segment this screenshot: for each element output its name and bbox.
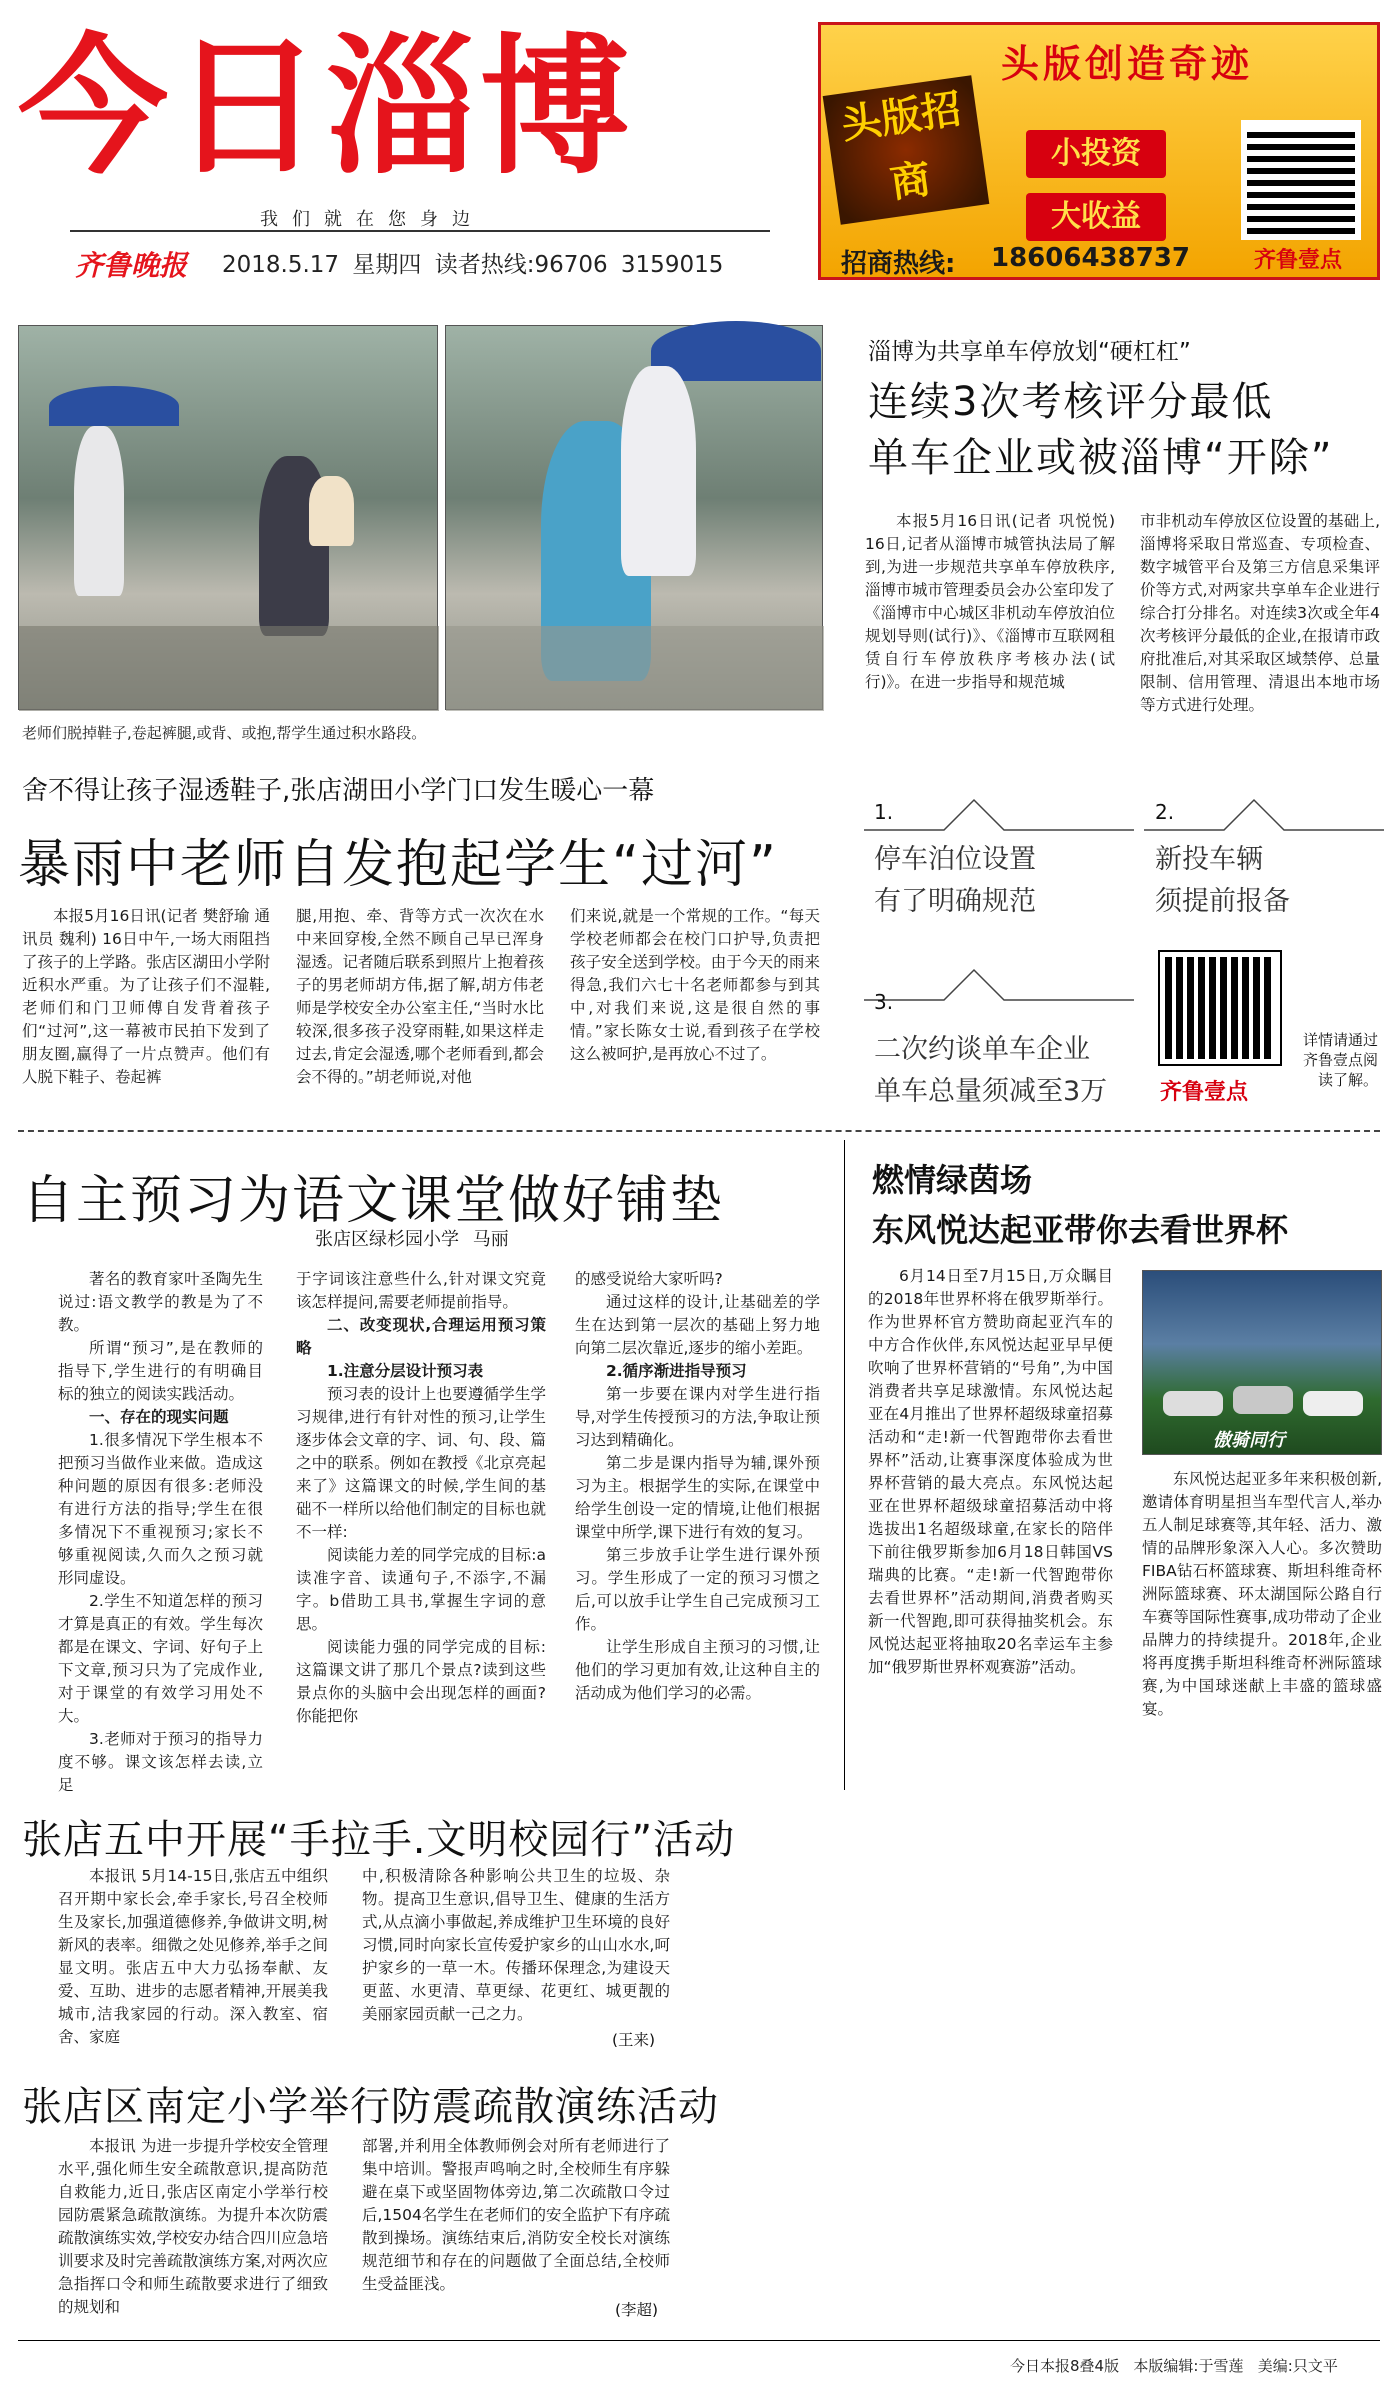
- story1-column-2: [296, 905, 544, 1113]
- story3-column-1: [58, 1268, 263, 1794]
- story3-paragraph: 的感受说给大家听吗?: [575, 1270, 723, 1288]
- story3-paragraph: 第一步要在课内对学生进行指导,对学生传授预习的方法,争取让预习达到精确化。: [575, 1385, 820, 1449]
- story3-paragraph: 预习表的设计上也要遵循学生学习规律,进行有针对性的预习,让学生逐步体会文章的字、词、句、段、篇之中的联系。例如在教授《北京亮起来了》这篇课文的时候,学生间的基础不一样所以给他们制定的目标也就不一样:: [296, 1385, 546, 1541]
- footer-designer: 美编:只文平: [1257, 2357, 1338, 2375]
- point-2-number: 2.: [1155, 800, 1175, 824]
- story5-paragraph: 本报讯 5月14-15日,张店五中组织召开期中家长会,牵手家长,号召全校师生及家长,加强道德修养,争做讲文明,树新风的表率。细微之处见修养,举手之间显文明。张店五中大力弘扬奉献、友爱、互助、进步的志愿者精神,开展美我城市,洁我家园的行动。深入教室、宿舍、家庭: [58, 1867, 328, 2046]
- story3-paragraph: 3.老师对于预习的指导力度不够。课文该怎样去读,立足: [58, 1730, 263, 1794]
- story4-column-2: [1142, 1468, 1382, 1800]
- story6-paragraph: 部署,并利用全体教师例会对所有老师进行了集中培训。警报声鸣响之时,全校师生有序躲避在桌下或坚固物体旁边,第二次疏散口令过后,1504名学生在老师们的安全监护下有序疏散到操场。演练结束后,消防安全校长对演练规范细节和存在的问题做了全面总结,全校师生受益匪浅。: [362, 2137, 670, 2293]
- footer-rule: [18, 2340, 1380, 2341]
- ad-logo: 头版招商: [823, 75, 990, 225]
- story4-paragraph: 东风悦达起亚多年来积极创新,邀请体育明星担当车型代言人,举办五人制足球赛等,其年轻、活力、激情的品牌形象深入人心。多次赞助FIBA钻石杯篮球赛、斯坦科维奇杯洲际篮球赛、环太湖国际公路自行车赛等国际性赛事,成功带动了企业品牌力的持续提升。2018年,企业将再度携手斯坦科维奇杯洲际篮球赛,为中国球迷献上丰盛的篮球盛宴。: [1142, 1470, 1382, 1718]
- story3-paragraph: 阅读能力差的同学完成的目标:a读准字音、读通句子,不添字,不漏字。b借助工具书,掌握生字词的意思。: [296, 1546, 546, 1633]
- section-divider: [18, 1130, 1380, 1132]
- point-3-number: 3.: [874, 990, 894, 1014]
- ad-brand: 齐鲁壹点: [1254, 248, 1343, 273]
- masthead-dateline: [222, 246, 723, 279]
- flooded-road: [446, 626, 824, 711]
- story1-headline: 暴雨中老师自发抱起学生“过河”: [18, 835, 778, 895]
- story5-column-2: [362, 1865, 670, 2050]
- footer-pages: 今日本报8叠4版: [1010, 2357, 1120, 2375]
- story2-headline-line1: 连续3次考核评分最低: [868, 379, 1274, 425]
- footer-editor: 本版编辑:于雪莲: [1133, 2357, 1244, 2375]
- point-2-line-1: 新投车辆: [1155, 844, 1263, 875]
- story4-headline: 东风悦达起亚带你去看世界杯: [872, 1211, 1289, 1249]
- ad-phone-label: 招商热线:: [841, 249, 956, 279]
- divider-line: [1144, 800, 1384, 830]
- point-1-line-2: 有了明确规范: [874, 886, 1036, 917]
- story3-subheading: 二、改变现状,合理运用预习策略: [296, 1316, 546, 1357]
- story1-paragraph: 腿,用抱、牵、背等方式一次次在水中来回穿梭,全然不顾自己早已浑身湿透。记者随后联系到照片上抱着孩子的男老师胡方伟,据了解,胡方伟老师是学校安全办公室主任,“当时水比较深,很多孩子没穿雨鞋,如果这样走过去,肯定会湿透,哪个老师看到,都会会不得的。”胡老师说,对他: [296, 907, 545, 1086]
- masthead-divider: [70, 230, 770, 232]
- photo-cars-on-pitch: [1142, 1270, 1382, 1455]
- story1-column-1: [22, 905, 270, 1113]
- point-2-line-2: 须提前报备: [1155, 886, 1290, 917]
- story3-headline: 自主预习为语文课堂做好铺垫: [22, 1171, 725, 1231]
- story2-headline-line2: 单车企业或被淄博“开除”: [868, 435, 1334, 481]
- story2-kicker: 淄博为共享单车停放划“硬杠杠”: [868, 339, 1191, 365]
- story2-column-2: [1140, 510, 1380, 760]
- story3-paragraph: 2.学生不知道怎样的预习才算是真正的有效。学生每次都是在课文、字词、好句子上下文章,预习只为了完成作业,对于课堂的有效学习用处不大。: [58, 1592, 263, 1725]
- ad-line-2: 大收益: [1026, 193, 1166, 241]
- story4-column-1: [868, 1265, 1113, 1800]
- masthead-slogan: 我们就在您身边: [260, 209, 484, 230]
- car-shape: [1233, 1386, 1293, 1414]
- story2-qr-note: 详情请通过齐鲁壹点阅读了解。: [1302, 1031, 1378, 1089]
- story6-column-2: [362, 2135, 670, 2320]
- story3-paragraph: 通过这样的设计,让基础差的学生在达到第一层次的基础上努力地向第二层次靠近,逐步的缩小差距。: [575, 1293, 820, 1357]
- masthead-title: 今日淄博: [18, 21, 635, 195]
- advertisement-banner[interactable]: [818, 22, 1380, 280]
- point-1-number: 1.: [874, 800, 894, 824]
- story3-paragraph: 1.很多情况下学生根本不把预习当做作业来做。造成这种问题的原因有很多:老师没有进行方法的指导;学生在很多情况下不重视预习;家长不够重视阅读,久而久之预习就形同虚设。: [58, 1431, 263, 1587]
- car-shape: [1303, 1391, 1363, 1416]
- hotline-number: 96706 3159015: [534, 252, 724, 278]
- point-1-line-1: 停车泊位设置: [874, 844, 1036, 875]
- photo-teacher-holding-girl: [445, 325, 823, 710]
- story1-column-3: [570, 905, 820, 1113]
- person-figure: [309, 476, 354, 546]
- story3-paragraph: 著名的教育家叶圣陶先生说过:语文教学的教是为了不教。: [58, 1270, 263, 1334]
- photo-slogan: 傲骑同行: [1213, 1430, 1285, 1451]
- page-footer: [1010, 2355, 1338, 2376]
- ad-phone: 18606438737: [991, 243, 1190, 273]
- point-3-line-2: 单车总量须减至3万: [874, 1076, 1108, 1107]
- story1-paragraph: 们来说,就是一个常规的工作。“每天学校老师都会在校门口护导,负责把孩子安全送到学校。由于今天的雨来得急,我们六七十名老师都参与到其中,对我们来说,这是很自然的事情。”家长陈女士说,看到孩子在学校这么被呵护,是再放心不过了。: [570, 907, 820, 1063]
- photo-caption: 老师们脱掉鞋子,卷起裤腿,或背、或抱,帮学生通过积水路段。: [22, 724, 427, 742]
- story1-kicker: 舍不得让孩子湿透鞋子,张店湖田小学门口发生暖心一幕: [22, 776, 655, 806]
- story4-paragraph: 6月14日至7月15日,万众瞩目的2018年世界杯将在俄罗斯举行。作为世界杯官方赞助商起亚汽车的中方合作伙伴,东风悦达起亚早早便吹响了世界杯营销的“号角”,为中国消费者共享足球激情。东风悦达起亚在4月推出了世界杯超级球童招募活动和“走!新一代智跑带你去看世界杯”活动,让赛事深度体验成为世界杯营销的最大亮点。东风悦达起亚在世界杯超级球童招募活动中将选拔出1名超级球童,在家长的陪伴下前往俄罗斯参加6月18日韩国VS瑞典的比赛。“走!新一代智跑带你去看世界杯”活动期间,消费者购买新一代智跑,即可获得抽奖机会。东风悦达起亚将抽取20名幸运车主参加“俄罗斯世界杯观赛游”活动。: [868, 1267, 1113, 1676]
- story3-paragraph: 第二步是课内指导为辅,课外预习为主。根据学生的实际,在课堂中给学生创设一定的情境,让他们根据课堂中所学,课下进行有效的复习。: [575, 1454, 820, 1541]
- story1-paragraph: 本报5月16日讯(记者 樊舒瑜 通讯员 魏利) 16日中午,一场大雨阻挡了孩子的上学路。张店区湖田小学附近积水严重。为了让孩子们不湿鞋,老师们和门卫师傅自发背着孩子们“过河”,这一幕被市民拍下发到了朋友圈,赢得了一片点赞声。他们有人脱下鞋子、卷起裤: [22, 907, 271, 1086]
- point-3-line-1: 二次约谈单车企业: [874, 1034, 1090, 1065]
- story6-signoff: (李超): [615, 2301, 659, 2319]
- story5-column-1: [58, 1865, 328, 2050]
- photo-teachers-carrying-students: [18, 325, 438, 710]
- issue-date: 2018.5.17: [222, 252, 340, 278]
- story3-subheading: 一、存在的现实问题: [89, 1408, 229, 1426]
- story2-paragraph: 本报5月16日讯(记者 巩悦悦) 16日,记者从淄博市城管执法局了解到,为进一步规范共享单车停放秩序,淄博市城市管理委员会办公室印发了《淄博市中心城区非机动车停放泊位规划导则(试行)》、《淄博市互联网租赁自行车停放秩序考核办法(试行)》。在进一步指导和规范城: [865, 512, 1115, 691]
- story3-paragraph: 所谓“预习”,是在教师的指导下,学生进行的有明确目标的独立的阅读实践活动。: [58, 1339, 263, 1403]
- story3-column-2: [296, 1268, 546, 1778]
- story2-paragraph: 市非机动车停放区位设置的基础上,淄博将采取日常巡查、专项检查、数字城管平台及第三方信息采集评价等方式,对两家共享单车企业进行综合打分排名。对连续3次或全年4次考核评分最低的企业,在报请市政府批准后,对其采取区域禁停、总量限制、信用管理、清退出本地市场等方式进行处理。: [1140, 512, 1380, 714]
- car-shape: [1163, 1391, 1223, 1416]
- divider-line: [864, 970, 1134, 1000]
- hotline-label: 读者热线:: [434, 252, 535, 278]
- story5-headline: 张店五中开展“手拉手.文明校园行”活动: [22, 1817, 736, 1863]
- story3-paragraph: 阅读能力强的同学完成的目标:这篇课文讲了那几个景点?读到这些景点你的头脑中会出现怎样的画面?你能把你: [296, 1638, 546, 1725]
- flooded-road: [19, 626, 439, 711]
- story2-qr-code[interactable]: [1160, 952, 1280, 1064]
- divider-line: [864, 800, 1134, 830]
- story2-qr-brand: 齐鲁壹点: [1160, 1080, 1249, 1105]
- ad-qr-code[interactable]: [1241, 120, 1361, 240]
- story3-paragraph: 第三步放手让学生进行课外预习。学生形成了一定的预习习惯之后,可以放手让学生自己完成预习工作。: [575, 1546, 820, 1633]
- story6-paragraph: 本报讯 为进一步提升学校安全管理水平,强化师生安全疏散意识,提高防范自救能力,近日,张店区南定小学举行校园防震紧急疏散演练。为提升本次防震疏散演练实效,学校安办结合四川应急培训要求及时完善疏散演练方案,对两次应急指挥口令和师生疏散要求进行了细致的规划和: [58, 2137, 328, 2316]
- story3-subheading: 2.循序渐进指导预习: [606, 1362, 747, 1380]
- story6-column-1: [58, 2135, 328, 2320]
- story5-signoff: (王来): [612, 2031, 656, 2049]
- story3-subheading: 1.注意分层设计预习表: [327, 1362, 484, 1380]
- person-figure: [74, 426, 124, 596]
- umbrella-shape: [49, 386, 179, 426]
- column-divider: [844, 1140, 845, 1790]
- story4-kicker: 燃情绿茵场: [872, 1161, 1033, 1199]
- masthead-brand: 齐鲁晚报: [75, 249, 188, 282]
- ad-line-1: 小投资: [1026, 130, 1166, 178]
- story2-column-1: [865, 510, 1115, 760]
- story3-byline: 张店区绿杉园小学 马丽: [315, 1229, 509, 1250]
- ad-headline: 头版创造奇迹: [1001, 41, 1254, 86]
- issue-weekday: 星期四: [352, 252, 422, 278]
- person-figure: [621, 366, 696, 576]
- story6-headline: 张店区南定小学举行防震疏散演练活动: [22, 2084, 719, 2130]
- story5-paragraph: 中,积极清除各种影响公共卫生的垃圾、杂物。提高卫生意识,倡导卫生、健康的生活方式,从点滴小事做起,养成维护卫生环境的良好习惯,同时向家长宣传爱护家乡的山山水水,呵护家乡的一草一木。传播环保理念,为建设天更蓝、水更清、草更绿、花更红、城更靓的美丽家园贡献一己之力。: [362, 1867, 670, 2023]
- story3-paragraph: 于字词该注意些什么,针对课文究竟该怎样提问,需要老师提前指导。: [296, 1270, 546, 1311]
- story3-paragraph: 让学生形成自主预习的习惯,让他们的学习更加有效,让这种自主的活动成为他们学习的必需。: [575, 1638, 820, 1702]
- story3-column-3: [575, 1268, 820, 1778]
